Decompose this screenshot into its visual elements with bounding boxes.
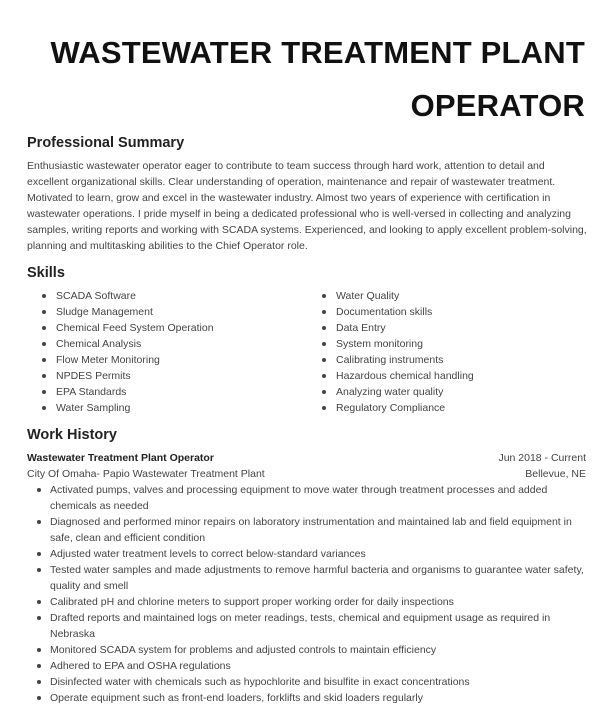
skills-heading: Skills [27, 265, 65, 281]
name-line-2: OPERATOR [410, 88, 585, 123]
skill-item: Chemical Feed System Operation [34, 320, 214, 336]
summary-body [27, 158, 587, 254]
work-history-heading: Work History [27, 427, 117, 443]
job-company: City Of Omaha- Papio Wastewater Treatment Plant [27, 468, 265, 480]
skill-item: NPDES Permits [34, 368, 214, 384]
job-duty-item: Activated pumps, valves and processing equipment to move water through treatment processes and added chemicals as needed [27, 482, 586, 514]
summary-text: Enthusiastic wastewater operator eager to contribute to team success through hard work, attention to detail and excellent organizational skills. Clear understanding of operation, maintenance and repair of wastewater treatment. Motivated to learn, grow and excel in the wastewater industry. Almost two years of experience with certification in wastewater operations. I pride myself in being a dedicated professional who is well-versed in collecting and analyzing samples, writing reports and working with SCADA systems. Experienced, and looking to apply excellent problem-solving, planning and multitasking abilities to the Chief Operator role. [27, 160, 587, 252]
skill-item: EPA Standards [34, 384, 214, 400]
name-line-1: WASTEWATER TREATMENT PLANT [50, 35, 585, 70]
skill-item: Analyzing water quality [314, 384, 474, 400]
skill-item: Sludge Management [34, 304, 214, 320]
job-dates: Jun 2018 - Current [498, 452, 586, 464]
job-duty-item: Disinfected water with chemicals such as hypochlorite and bisulfite in exact concentrations [27, 674, 586, 690]
skill-item: System monitoring [314, 336, 474, 352]
skill-item: Chemical Analysis [34, 336, 214, 352]
skills-right-list [314, 288, 474, 416]
job-duty-item: Operate equipment such as front-end loaders, forklifts and skid loaders regularly [27, 690, 586, 706]
job-duty-item: Adjusted water treatment levels to correct below-standard variances [27, 546, 586, 562]
resume-name [25, 26, 585, 132]
summary-heading: Professional Summary [27, 135, 185, 151]
skill-item: Flow Meter Monitoring [34, 352, 214, 368]
job-duty-item: Monitored SCADA system for problems and adjusted controls to maintain efficiency [27, 642, 586, 658]
job-location: Bellevue, NE [525, 468, 586, 480]
job-duty-item: Calibrated pH and chlorine meters to support proper working order for daily inspections [27, 594, 586, 610]
job-duty-item: Drafted reports and maintained logs on meter readings, tests, chemical and equipment usage as required in Nebraska [27, 610, 586, 642]
skill-item: Regulatory Compliance [314, 400, 474, 416]
job-duty-item: Adhered to EPA and OSHA regulations [27, 658, 586, 674]
skill-item: Water Sampling [34, 400, 214, 416]
job-duty-item: Diagnosed and performed minor repairs on laboratory instrumentation and maintained lab and field equipment in safe, clean and efficient condition [27, 514, 586, 546]
job-duties-list [27, 482, 586, 706]
skill-item: Hazardous chemical handling [314, 368, 474, 384]
skill-item: SCADA Software [34, 288, 214, 304]
job-duty-item: Tested water samples and made adjustments to remove harmful bacteria and organisms to guarantee water safety, quality and smell [27, 562, 586, 594]
skill-item: Data Entry [314, 320, 474, 336]
skill-item: Calibrating instruments [314, 352, 474, 368]
skill-item: Documentation skills [314, 304, 474, 320]
job-title: Wastewater Treatment Plant Operator [27, 452, 214, 464]
skills-left-list [34, 288, 214, 416]
skill-item: Water Quality [314, 288, 474, 304]
